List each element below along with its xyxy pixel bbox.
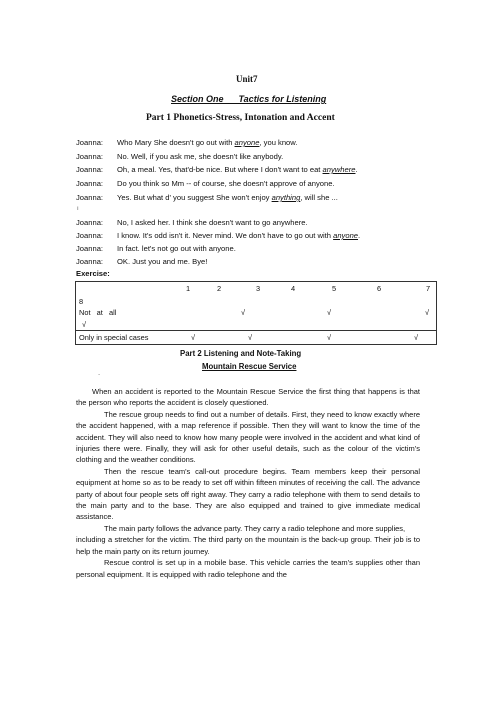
line-text: In fact. let's not go out with anyone. — [117, 244, 236, 253]
row-label: Only in special cases — [79, 333, 149, 342]
check-mark: √ — [327, 333, 332, 342]
unit-title: Unit7 — [236, 74, 258, 84]
speaker-label: Joanna: — [76, 138, 104, 147]
dialogue-line-8 — [76, 244, 236, 254]
column-number: 2 — [217, 284, 222, 293]
speaker-label: Joanna: — [76, 165, 104, 174]
check-mark: √ — [82, 320, 87, 329]
exercise-table — [75, 281, 437, 345]
passage-title: Mountain Rescue Service — [202, 362, 297, 371]
line-text: Oh, a meal. Yes, that'd-be nice. But where I don't want to eat — [117, 165, 323, 174]
part2-title: Part 2 Listening and Note-Taking — [180, 349, 302, 358]
line-text: Do you think so Mm -- of course, she doesn't approve of anyone. — [117, 179, 335, 188]
dialogue-line-3 — [76, 165, 358, 175]
line-text: . — [355, 165, 358, 174]
speaker-label: Joanna: — [76, 257, 104, 266]
line-text: , you know. — [259, 138, 298, 147]
column-number: 7 — [426, 284, 431, 293]
column-number: 8 — [79, 297, 84, 306]
column-number: 3 — [256, 284, 261, 293]
speaker-label: Joanna: — [76, 179, 104, 188]
line-text: . — [358, 231, 361, 240]
line-text: Yes. But what d' you suggest She won't enjoy — [117, 193, 272, 202]
row-label: Not at all — [79, 308, 117, 317]
paragraph: When an accident is reported to the Mountain Rescue Service the first thing that happens is that the person who reports the accident is closely questioned. — [76, 387, 420, 408]
dialogue-line-9 — [76, 257, 207, 267]
paragraph: Then the rescue team's call-out procedure begins. Team members keep their personal equipment at home so as to be ready to set off within fifteen minutes of receiving the call. The advance party of about four people sets off right away. They carry a radio telephone with them to send details to the main party and to the base. They are also equipped and trained to give immediate medical assistance. — [76, 466, 420, 522]
line-text: Who Mary She doesn't go out with — [117, 138, 235, 147]
section-title: Section One Tactics for Listening — [171, 94, 327, 104]
check-mark: √ — [241, 308, 246, 317]
exercise-label: Exercise: — [76, 269, 110, 278]
speaker-label: Joanna: — [76, 231, 104, 240]
paragraph: Rescue control is set up in a mobile base. This vehicle carries the team's supplies other than personal equipment. It is equipped with radio telephone and the — [76, 558, 420, 579]
stray-mark: ı — [77, 206, 79, 212]
paragraph: The main party follows the advance party. They carry a radio telephone and more supplies, — [104, 523, 406, 533]
column-number: 4 — [291, 284, 296, 293]
part1-title: Part 1 Phonetics-Stress, Intonation and Accent — [146, 113, 335, 123]
line-text: , will she ... — [300, 193, 338, 202]
paragraph: including a stretcher for the victim. The third party on the mountain is the back-up group. Their job is to help the main party on its return journey. — [76, 535, 420, 556]
passage-body — [76, 386, 420, 580]
line-text: I know. It's odd isn't it. Never mind. We don't have to go out with — [117, 231, 334, 240]
dialogue-line-1 — [76, 138, 297, 148]
stressed-word: anyone — [333, 231, 359, 240]
speaker-label: Joanna: — [76, 152, 104, 161]
speaker-label: Joanna: — [76, 193, 104, 202]
stressed-word: anyone — [234, 138, 260, 147]
line-text: No. Well, if you ask me, she doesn't like anybody. — [117, 152, 284, 161]
check-mark: √ — [425, 308, 430, 317]
table-divider — [76, 330, 436, 331]
stressed-word: anywhere — [322, 165, 356, 174]
paragraph: The rescue group needs to find out a number of details. First, they need to know exactly where the accident happened, with a map reference if possible. Then they will want to know the time of the accident. They will also need to know how many people were involved in the accident and what kind of injuries there were. Finally, they will ask for other useful details, such as the colour of the victim's clothing and the weather conditions. — [76, 409, 420, 465]
dialogue-line-5 — [76, 193, 338, 203]
line-text: OK. Just you and me. Bye! — [117, 257, 208, 266]
stray-mark: ˊ — [98, 375, 100, 381]
dialogue-line-4 — [76, 179, 335, 189]
column-number: 1 — [186, 284, 191, 293]
check-mark: √ — [327, 308, 332, 317]
speaker-label: Joanna: — [76, 218, 104, 227]
check-mark: √ — [414, 333, 419, 342]
dialogue-line-2 — [76, 152, 283, 162]
dialogue-line-7 — [76, 231, 360, 241]
dialogue-line-6 — [76, 218, 308, 228]
stressed-word: anything — [271, 193, 301, 202]
check-mark: √ — [248, 333, 253, 342]
check-mark: √ — [191, 333, 196, 342]
line-text: No, I asked her. I think she doesn't want to go anywhere. — [117, 218, 308, 227]
column-number: 6 — [377, 284, 382, 293]
speaker-label: Joanna: — [76, 244, 104, 253]
column-number: 5 — [332, 284, 337, 293]
